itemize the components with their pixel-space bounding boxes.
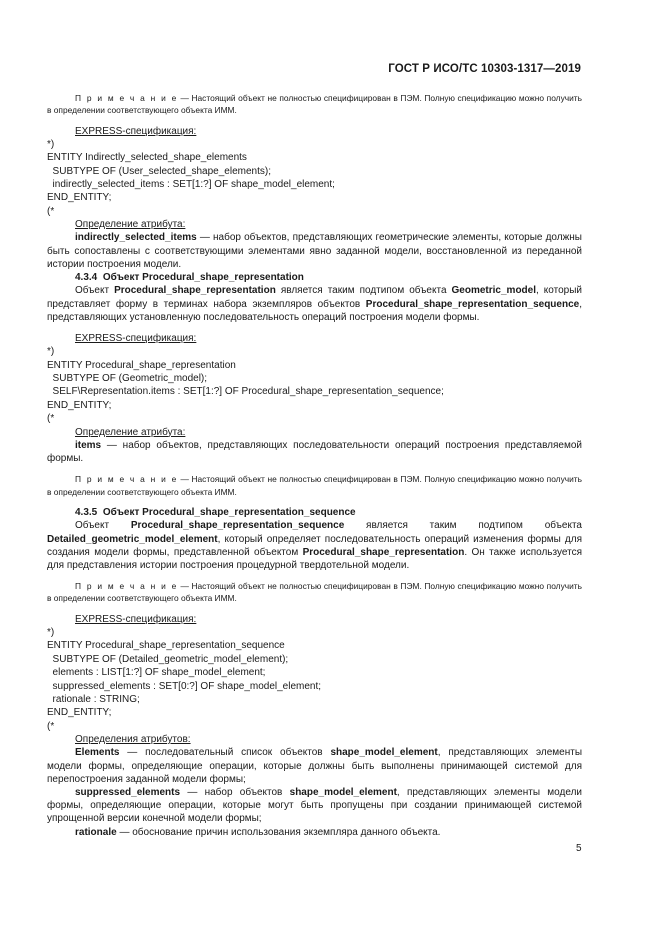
code-line: suppressed_elements : SET[0:?] OF shape_model_element;	[47, 680, 322, 692]
express-label-3: EXPRESS-спецификация:	[75, 613, 197, 625]
note-label: П р и м е ч а н и е	[75, 93, 178, 103]
code-line: END_ENTITY;	[47, 192, 112, 204]
section-heading-435: 4.3.5 Объект Procedural_shape_representation_sequence	[75, 506, 356, 518]
attr-def-rationale: rationale — обоснование причин использования экземпляра данного объекта.	[75, 826, 441, 838]
comment-close-3: (*	[47, 720, 55, 732]
code-line: END_ENTITY;	[47, 707, 112, 719]
attr-defs-label: Определения атрибутов:	[75, 734, 191, 746]
express-label-2: EXPRESS-спецификация:	[75, 333, 197, 345]
comment-open-3: *)	[47, 626, 55, 638]
page-number: 5	[576, 843, 582, 854]
comment-close-2: (*	[47, 413, 55, 425]
page-content	[47, 92, 582, 839]
code-line: rationale : STRING;	[47, 693, 140, 705]
code-line: END_ENTITY;	[47, 399, 112, 411]
note-1	[47, 92, 582, 117]
attr-def-elements: Elements — последовательный список объектов shape_model_element, представляющих элементы модели формы, определяющие операции, которые должны быть выполнены принимающей системой для перепостроения заданной модели формы;	[47, 747, 583, 785]
attr-def-suppressed-elements: suppressed_elements — набор объектов shape_model_element, представляющих элементы модели формы, определяющие операции, которые могут быть пропущены при создании принимающей системой упрощенной версии конечной модели формы;	[47, 786, 582, 825]
code-line: indirectly_selected_items : SET[1:?] OF shape_model_element;	[47, 179, 335, 191]
attr-def-label-2: Определение атрибута:	[75, 426, 186, 438]
page-header: ГОСТ Р ИСО/ТС 10303-1317—2019	[388, 63, 581, 75]
code-line: SUBTYPE OF (Detailed_geometric_model_element);	[47, 653, 289, 665]
code-line: SUBTYPE OF (User_selected_shape_elements);	[47, 165, 271, 177]
express-label-1: EXPRESS-спецификация:	[75, 125, 197, 137]
comment-open-1: *)	[47, 138, 55, 150]
code-line: SUBTYPE OF (Geometric_model);	[47, 373, 208, 385]
section-434-paragraph: Объект Procedural_shape_representation является таким подтипом объекта Geometric_model, который представляет форму в терминах набора экземпляров объектов Procedural_shape_representation_sequence, представляющих установленную последовательность операций построения модели формы.	[47, 285, 583, 323]
attr-def-2: items — набор объектов, представляющих последовательности операций построения представляемой формы.	[47, 439, 582, 465]
note-2: П р и м е ч а н и е — Настоящий объект не полностью специфицирован в ПЭМ. Полную спецификацию можно получить в определении соответствующего объекта ИММ.	[47, 474, 582, 497]
comment-open-2: *)	[47, 346, 55, 358]
code-line: ENTITY Procedural_shape_representation_sequence	[47, 640, 285, 652]
comment-close-1: (*	[47, 205, 55, 217]
attr-def-1: indirectly_selected_items — набор объектов, представляющих геометрические элементы, которые должны быть сопоставлены с соответствующими элементами явно заданной модели, восстановленной из переданной истории построения модели.	[47, 232, 582, 270]
section-heading-434: 4.3.4 Объект Procedural_shape_representation	[75, 272, 304, 284]
code-line: ENTITY Indirectly_selected_shape_elements	[47, 152, 247, 164]
code-line: elements : LIST[1:?] OF shape_model_element;	[47, 667, 266, 679]
note-text: — Настоящий объект не полностью специфицирован в ПЭМ. Полную спецификацию можно получить в определении соответствующего объекта ИММ.	[47, 93, 582, 116]
section-435-paragraph: Объект Procedural_shape_representation_sequence является таким подтипом объекта Detailed_geometric_model_element, который определяет последовательность операций изменения формы для создания модели формы, представленной объектом Procedural_shape_representation. Он также используется для представления истории построения процедурной твердотельной модели.	[47, 520, 582, 571]
code-line: SELF\Representation.items : SET[1:?] OF Procedural_shape_representation_sequence;	[47, 386, 444, 398]
attr-def-label-1: Определение атрибута:	[75, 219, 186, 231]
code-line: ENTITY Procedural_shape_representation	[47, 359, 236, 371]
note-3: П р и м е ч а н и е — Настоящий объект не полностью специфицирован в ПЭМ. Полную спецификацию можно получить в определении соответствующего объекта ИММ.	[47, 581, 582, 604]
